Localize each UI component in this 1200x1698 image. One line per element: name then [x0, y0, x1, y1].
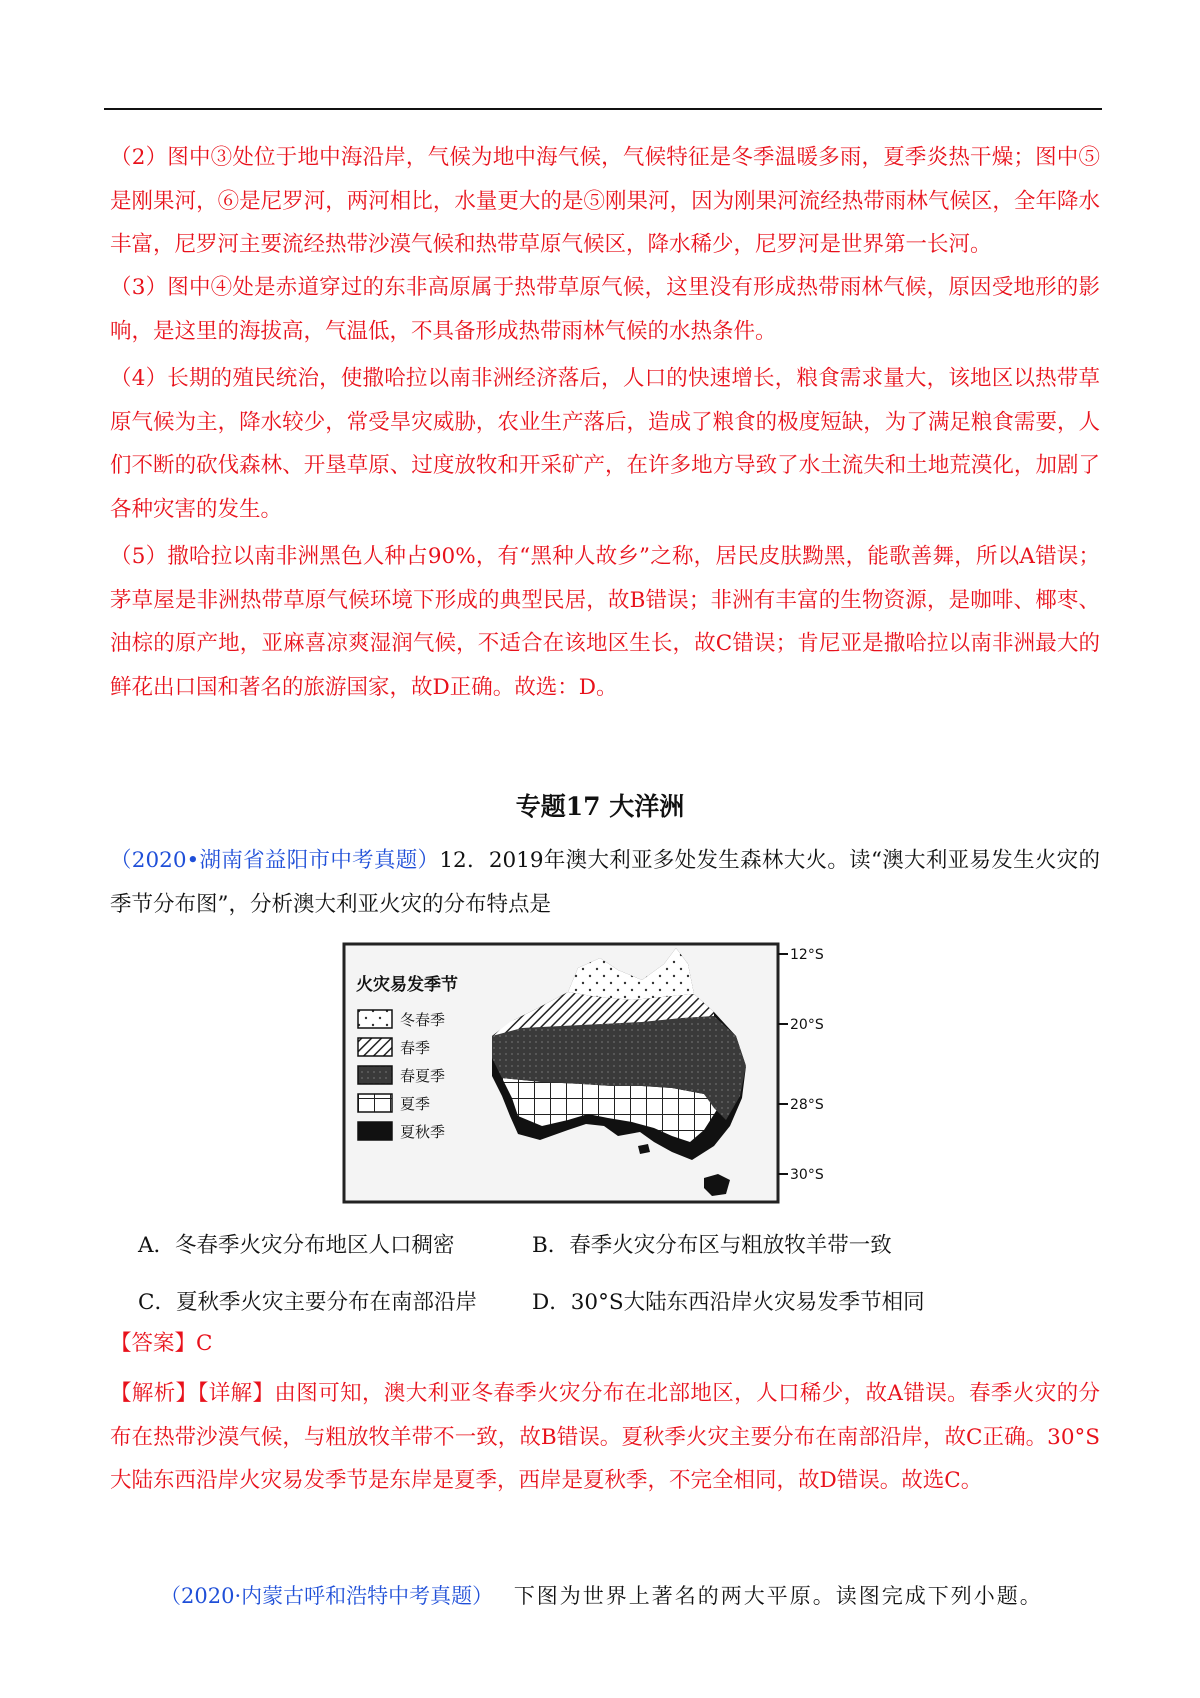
legend-label-spring: 春季	[400, 1039, 431, 1057]
analysis-part-3: （3）图中④处是赤道穿过的东非高原属于热带草原气候，这里没有形成热带雨林气候，原因受地形的影响，是这里的海拔高，气温低，不具备形成热带雨林气候的水热条件。	[110, 275, 1100, 344]
question-12-source: （2020•湖南省益阳市中考真题）	[110, 848, 440, 873]
question-12-text	[110, 839, 1100, 926]
legend-swatch-dark	[358, 1066, 392, 1084]
option-b: B．春季火灾分布区与粗放牧羊带一致	[532, 1233, 892, 1258]
analysis-part-2: （2）图中③处位于地中海沿岸，气候为地中海气候，气候特征是冬季温暖多雨，夏季炎热干燥；图中⑤是刚果河，⑥是尼罗河，两河相比，水量更大的是⑤刚果河，因为刚果河流经热带雨林气候区，全年降水丰富，尼罗河主要流经热带沙漠气候和热带草原气候区，降水稀少，尼罗河是世界第一长河。	[110, 145, 1100, 257]
question-12-stem: 12．2019年澳大利亚多处发生森林大火。读“澳大利亚易发生火灾的季节分布图”，分析澳大利亚火灾的分布特点是	[110, 848, 1100, 917]
legend-title: 火灾易发季节	[356, 975, 458, 995]
analysis-part-5: （5）撒哈拉以南非洲黑色人种占90%，有“黑种人故乡”之称，居民皮肤黝黑，能歌善舞，所以A错误；茅草屋是非洲热带草原气候环境下形成的典型民居，故B错误；非洲有丰富的生物资源，是咖啡、椰枣、油棕的原产地，亚麻喜凉爽湿润气候，不适合在该地区生长，故C错误；肯尼亚是撒哈拉以南非洲最大的鲜花出口国和著名的旅游国家，故D正确。故选：D。	[110, 544, 1100, 700]
legend-label-summer: 夏季	[400, 1095, 431, 1113]
answer-value: C	[196, 1331, 213, 1356]
next-question-stem: 下图为世界上著名的两大平原。读图完成下列小题。	[513, 1584, 1043, 1608]
header-rule	[104, 108, 1102, 110]
lat-label-30s: 30°S	[790, 1167, 824, 1183]
legend-label-winter-spring: 冬春季	[400, 1011, 446, 1029]
legend-swatch-black	[358, 1122, 392, 1140]
lat-label-12s: 12°S	[790, 947, 824, 963]
analysis-part-4: （4）长期的殖民统治，使撒哈拉以南非洲经济落后，人口的快速增长，粮食需求量大，该地区以热带草原气候为主，降水较少，常受旱灾威胁，农业生产落后，造成了粮食的极度短缺，为了满足粮食需要，人们不断的砍伐森林、开垦草原、过度放牧和开采矿产，在许多地方导致了水土流失和土地荒漠化，加剧了各种灾害的发生。	[110, 366, 1100, 522]
option-c: C．夏秋季火灾主要分布在南部沿岸	[138, 1290, 477, 1315]
option-a: A．冬春季火灾分布地区人口稠密	[138, 1233, 455, 1258]
explanation	[110, 1372, 1100, 1503]
next-question	[160, 1576, 1043, 1616]
explanation-text: 由图可知，澳大利亚冬春季火灾分布在北部地区，人口稀少，故A错误。春季火灾的分布在热带沙漠气候，与粗放牧羊带不一致，故B错误。夏秋季火灾主要分布在南部沿岸，故C正确。30°S大陆东西沿岸火灾易发季节是东岸是夏季，西岸是夏秋季，不完全相同，故D错误。故选C。	[110, 1381, 1100, 1493]
legend-label-spring-summer: 春夏季	[400, 1067, 446, 1085]
legend-swatch-grid	[358, 1094, 392, 1112]
option-d: D．30°S大陆东西沿岸火灾易发季节相同	[532, 1290, 925, 1315]
explanation-label: 【解析】【详解】	[110, 1381, 275, 1406]
answer-line	[110, 1322, 1100, 1366]
next-question-source: （2020·内蒙古呼和浩特中考真题）	[160, 1584, 494, 1608]
legend-swatch-dots	[358, 1010, 392, 1028]
australia-fire-season-map	[342, 938, 860, 1206]
lat-label-28s: 28°S	[790, 1097, 824, 1113]
answer-label: 【答案】	[110, 1331, 197, 1356]
lat-label-20s: 20°S	[790, 1017, 824, 1033]
legend-swatch-hatch	[358, 1038, 392, 1056]
latitude-scale	[778, 947, 824, 1183]
section-title: 专题17 大洋洲	[515, 792, 685, 821]
legend-label-summer-autumn: 夏秋季	[400, 1123, 446, 1141]
